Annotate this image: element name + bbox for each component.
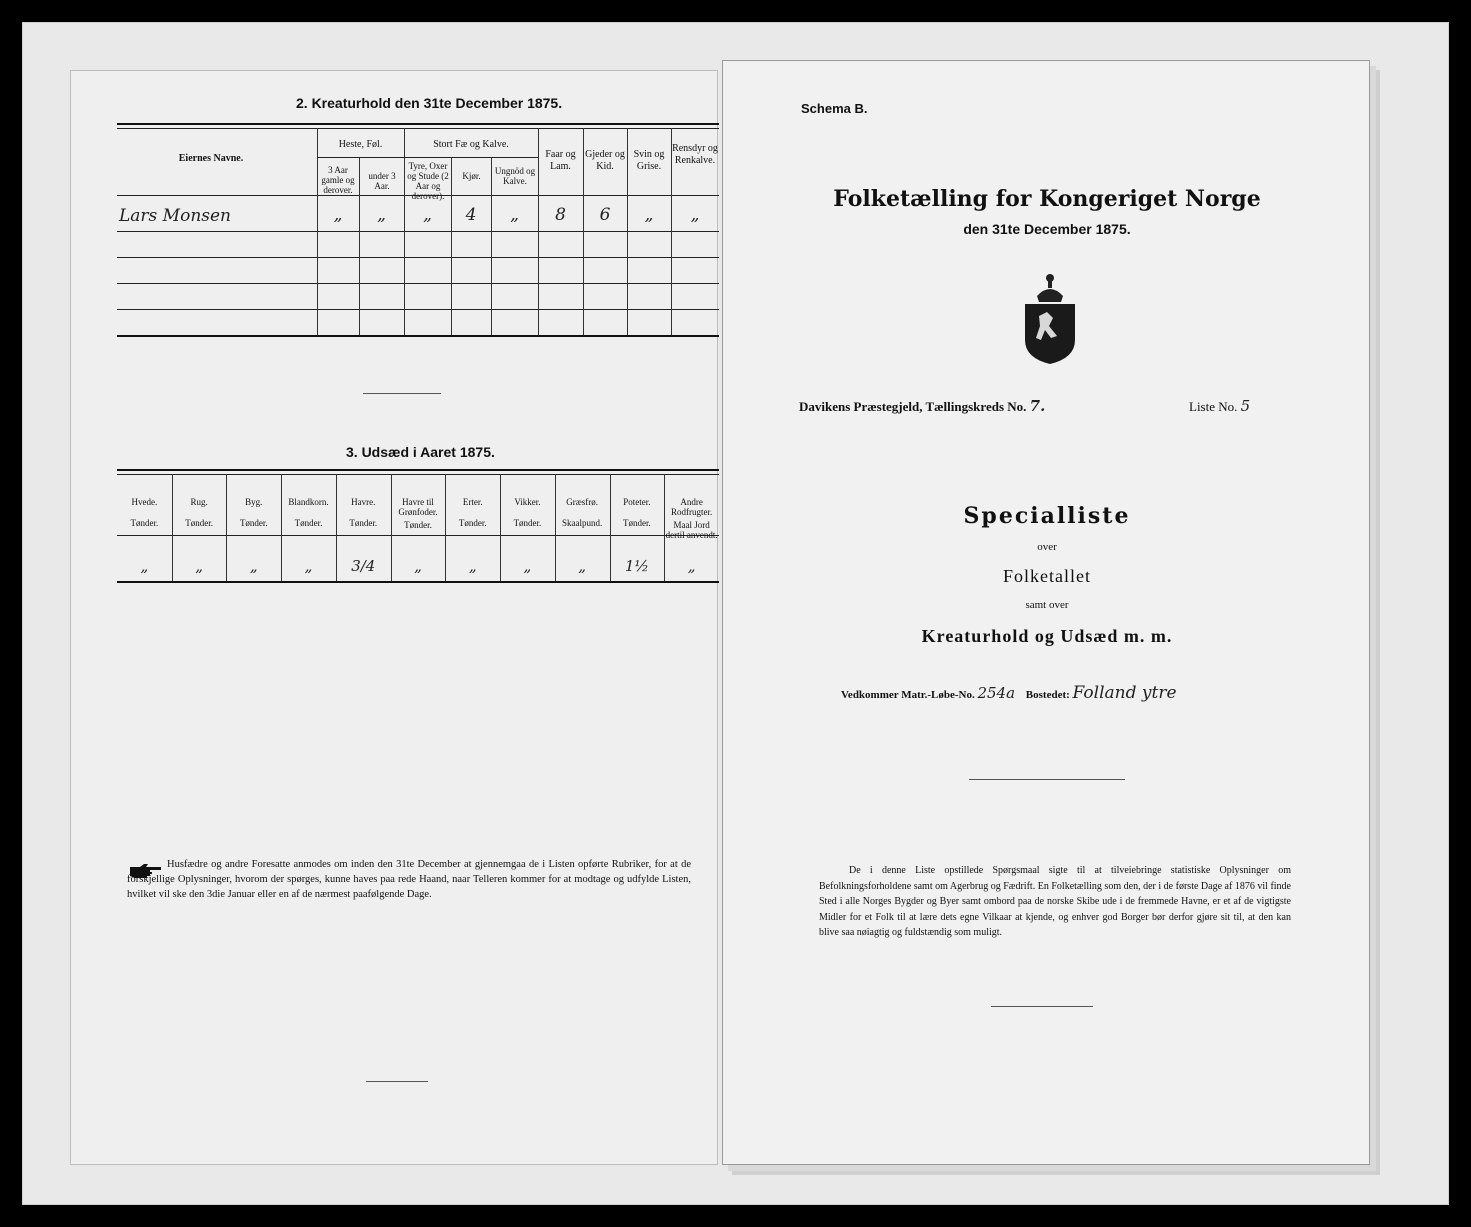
matr-line bbox=[841, 683, 1177, 703]
seed-value: „ bbox=[687, 557, 696, 575]
samt-over-text: samt over bbox=[1025, 599, 1069, 611]
separator-dash bbox=[363, 393, 441, 394]
table3-header-unit: Skaalpund. bbox=[562, 518, 603, 528]
left-page bbox=[70, 70, 718, 1165]
seed-value: „ bbox=[468, 557, 477, 575]
liste-line bbox=[1189, 397, 1250, 415]
seed-value: „ bbox=[140, 557, 149, 575]
separator-dash bbox=[991, 1006, 1093, 1007]
table2-subheader-rule bbox=[317, 157, 538, 158]
matr-label: Vedkommer Matr.-Løbe-No. bbox=[841, 689, 975, 701]
bosted-value: Folland ytre bbox=[1072, 683, 1177, 703]
header-faar: Faar og Lam. bbox=[545, 149, 576, 172]
seed-value: „ bbox=[195, 557, 203, 575]
census-date: den 31te December 1875. bbox=[963, 221, 1131, 237]
livestock-value: 4 bbox=[465, 205, 477, 225]
table3-header-top: Hvede. bbox=[131, 497, 158, 507]
table3-header-top: Blandkorn. bbox=[288, 497, 329, 507]
parish-line bbox=[799, 397, 1045, 415]
main-title: Folketælling for Kongeriget Norge bbox=[833, 186, 1261, 212]
liste-label: Liste No. bbox=[1189, 399, 1238, 414]
table3-header-top: Græsfrø. bbox=[566, 497, 599, 507]
table3-header-top: Vikker. bbox=[514, 497, 541, 507]
table3-header-unit: Tønder. bbox=[623, 518, 651, 528]
header-stort-c: Ungnöd og Kalve. bbox=[494, 166, 536, 186]
table3-bottom-rule bbox=[117, 581, 719, 583]
table2-col-line bbox=[317, 128, 318, 335]
table2-row-rule bbox=[117, 309, 719, 310]
header-stort-b: Kjør. bbox=[462, 171, 481, 181]
seed-value: „ bbox=[578, 557, 587, 575]
table3-header-top: Rug. bbox=[190, 497, 208, 507]
bosted-label: Bostedet: bbox=[1025, 689, 1070, 701]
livestock-value: 6 bbox=[599, 205, 611, 225]
table3-top-rule bbox=[117, 469, 719, 471]
coat-of-arms-icon bbox=[1021, 266, 1079, 366]
liste-number: 5 bbox=[1240, 397, 1251, 415]
livestock-value: „ bbox=[510, 205, 519, 225]
table2-row-rule bbox=[117, 257, 719, 258]
header-stort-a: Tyre, Oxer og Stude (2 Aar og derover). bbox=[407, 161, 449, 201]
header-owner: Eiernes Navne. bbox=[178, 153, 244, 164]
matr-number: 254a bbox=[977, 684, 1016, 702]
table3-header-unit: Tønder. bbox=[404, 520, 432, 530]
table3-top-rule-2 bbox=[117, 474, 719, 475]
header-heste-a: 3 Aar gamle og derover. bbox=[321, 165, 355, 195]
table3-header-top: Andre Rodfrugter. bbox=[671, 497, 713, 517]
seed-value: „ bbox=[304, 557, 313, 575]
specialliste-title: Specialliste bbox=[963, 503, 1131, 529]
right-page bbox=[722, 60, 1370, 1165]
table3-header-unit: Tønder. bbox=[185, 518, 213, 528]
header-stort: Stort Fæ og Kalve. bbox=[433, 139, 509, 150]
header-gjeder: Gjeder og Kid. bbox=[585, 149, 625, 172]
table2-col-line bbox=[404, 128, 405, 335]
table3-header-rule bbox=[117, 535, 719, 536]
folketallet-text: Folketallet bbox=[1003, 566, 1091, 586]
livestock-value: „ bbox=[423, 205, 432, 225]
table3-header-unit: Tønder. bbox=[458, 518, 487, 528]
info-paragraph: De i denne Liste opstillede Spørgsmaal sigte til at tilveiebringe statistiske Oplysninger om Befolkningsforholdene samt om Agerbrug og Fædrift. En Folketælling som den, der i de første Dage af 1876 vil finde Sted i alle Norges Bygder og Byer samt ombord paa de norske Skibe ude i de fremmede Havne, er et af de vigtigste Midler for et Folk til at lære dets egne Vilkaar at kjende, og enhver god Borger bør derfor gjøre sit til, at den kan blive saa nøiagtig og fuldstændig som muligt. bbox=[819, 865, 1291, 938]
separator-dash bbox=[969, 779, 1125, 780]
table2-top-rule bbox=[117, 123, 719, 125]
table3-header-unit: Tønder. bbox=[239, 518, 268, 528]
kreaturhold-text: Kreaturhold og Udsæd m. m. bbox=[921, 626, 1173, 646]
seed-value: 1½ bbox=[624, 557, 649, 575]
livestock-value: „ bbox=[377, 205, 386, 225]
separator-dash bbox=[366, 1081, 428, 1082]
table3-header-top: Poteter. bbox=[623, 497, 651, 507]
table2-row-rule bbox=[117, 283, 719, 284]
table3-header-top: Havre. bbox=[351, 497, 376, 507]
livestock-value: „ bbox=[333, 205, 343, 225]
header-heste: Heste, Føl. bbox=[338, 139, 383, 150]
table3-header-top: Erter. bbox=[462, 497, 483, 507]
seed-value: 3/4 bbox=[351, 557, 376, 575]
kreds-number: 7. bbox=[1029, 397, 1046, 415]
header-rensdyr: Rensdyr og Renkalve. bbox=[672, 143, 718, 166]
owner-name: Lars Monsen bbox=[119, 206, 232, 226]
schema-label: Schema B. bbox=[801, 101, 868, 116]
seed-value: „ bbox=[249, 557, 258, 575]
table3-header-top: Havre til Grønfoder. bbox=[398, 497, 438, 517]
table2-col-line bbox=[451, 157, 452, 335]
table3-header-unit: Tønder. bbox=[513, 518, 542, 528]
section2-title: 2. Kreaturhold den 31te December 1875. bbox=[296, 95, 563, 111]
seed-value: „ bbox=[414, 557, 422, 575]
parish-label: Davikens Præstegjeld, Tællingskreds No. bbox=[799, 399, 1027, 414]
livestock-value: „ bbox=[690, 205, 700, 225]
table3-header-unit: Tønder. bbox=[349, 518, 378, 528]
table3-header-unit: Tønder. bbox=[130, 518, 159, 528]
livestock-value: „ bbox=[644, 205, 654, 225]
table2-row-rule bbox=[117, 231, 719, 232]
table2-bottom-rule bbox=[117, 335, 719, 337]
seed-value: „ bbox=[523, 557, 532, 575]
livestock-value: 8 bbox=[555, 205, 566, 225]
table3-header-unit: Tønder. bbox=[294, 518, 323, 528]
header-heste-b: under 3 Aar. bbox=[368, 171, 396, 191]
notice-text: Husfædre og andre Foresatte anmodes om inden den 31te December at gjennemgaa de i Listen opførte Rubriker, for at de forskjellige Oplysninger, hvorom der spørges, kunne haves paa rede Haand, naar Telleren kommer for at modtage og udfylde Listen, hvilket vil ske den 3die Januar eller en af de nærmest paafølgende Dage. bbox=[127, 859, 691, 900]
section3-title: 3. Udsæd i Aaret 1875. bbox=[346, 444, 495, 460]
table2-top-rule-2 bbox=[117, 128, 719, 129]
table3-header-unit: Maal Jord dertil anvendt. bbox=[665, 520, 718, 540]
over-text: over bbox=[1037, 541, 1057, 553]
header-svin: Svin og Grise. bbox=[633, 149, 665, 172]
table3-header-top: Byg. bbox=[245, 497, 263, 507]
